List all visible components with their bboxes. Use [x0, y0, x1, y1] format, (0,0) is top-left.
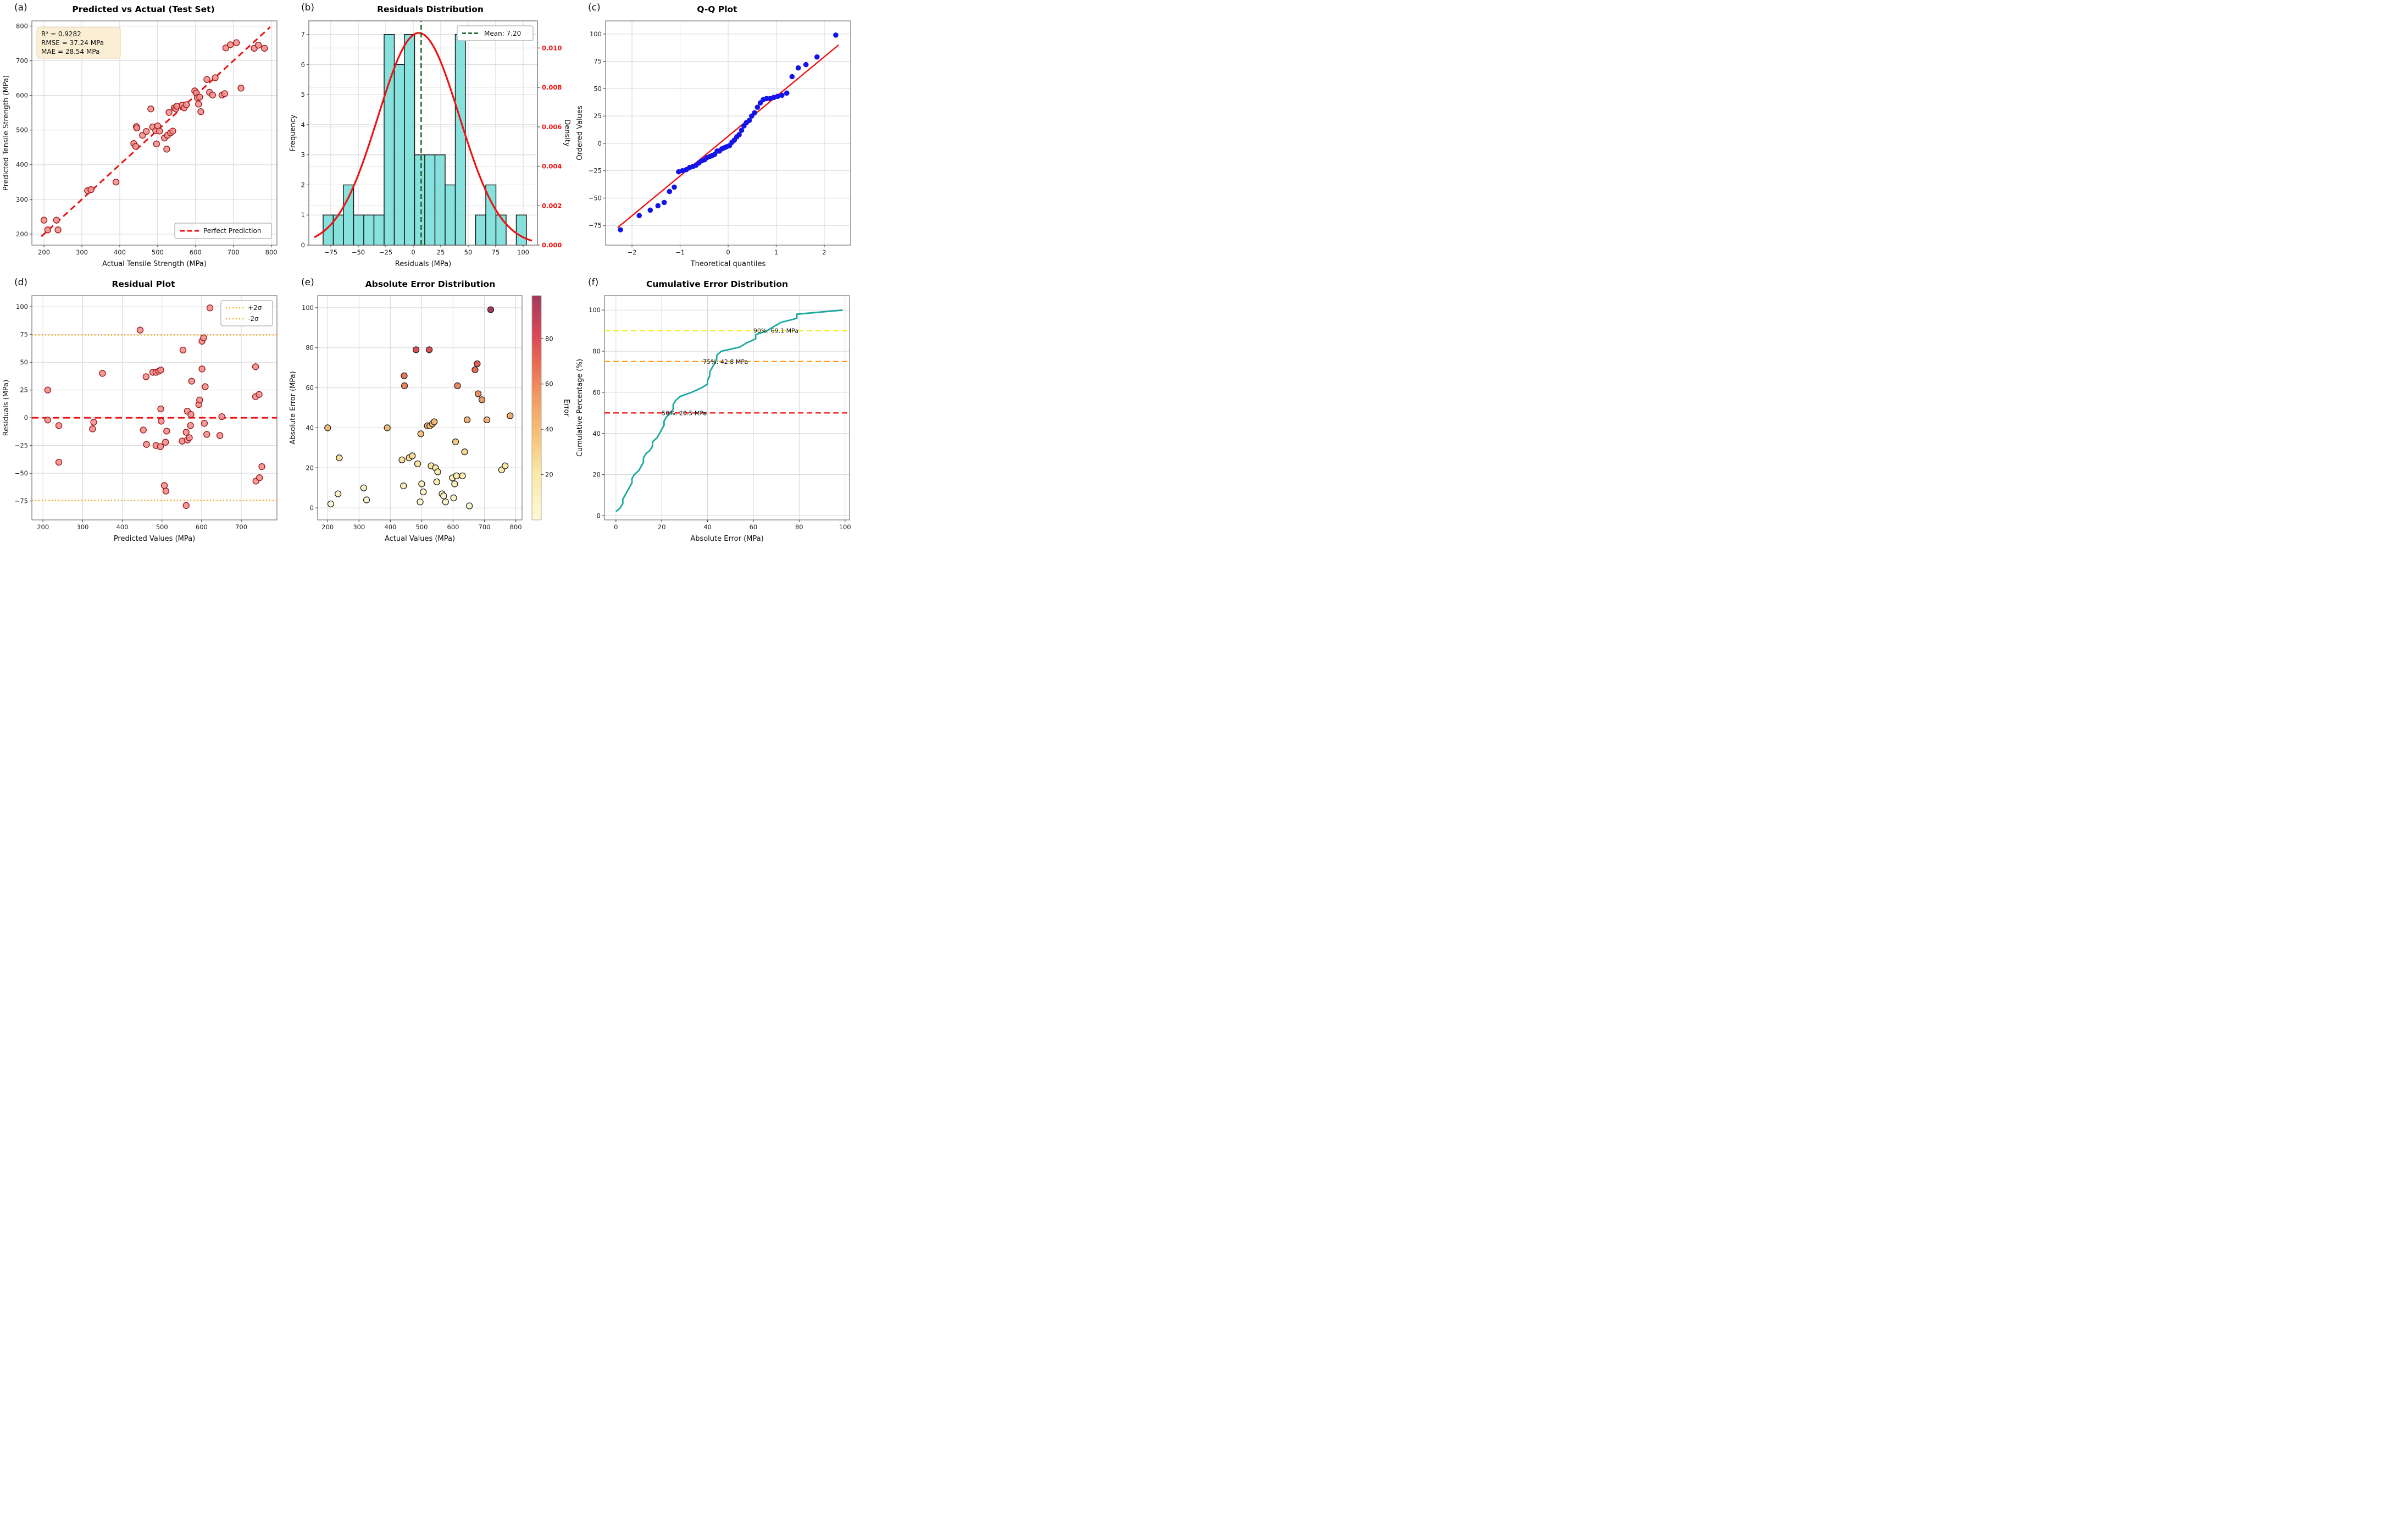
svg-text:0: 0 [726, 248, 730, 256]
svg-text:800: 800 [16, 22, 28, 30]
qq-plot-chart [574, 16, 859, 273]
svg-text:20: 20 [545, 470, 553, 479]
svg-text:−25: −25 [14, 441, 28, 450]
svg-text:90%: 69.1 MPa: 90%: 69.1 MPa [753, 327, 798, 335]
svg-text:−1: −1 [675, 248, 685, 256]
svg-text:Actual Values (MPa): Actual Values (MPa) [384, 535, 456, 543]
panel-c-header [574, 0, 861, 16]
svg-text:800: 800 [509, 523, 522, 531]
panel-d-header [0, 275, 287, 291]
svg-text:25: 25 [593, 112, 602, 120]
svg-text:800: 800 [265, 248, 278, 256]
svg-text:300: 300 [16, 195, 28, 203]
svg-text:Absolute Error (MPa): Absolute Error (MPa) [289, 371, 297, 445]
panel-a-letter: (a) [14, 2, 27, 13]
svg-text:0.000: 0.000 [542, 241, 562, 249]
svg-text:2: 2 [301, 181, 305, 189]
svg-text:0.010: 0.010 [542, 44, 562, 52]
svg-text:Frequency: Frequency [289, 114, 297, 152]
residuals-histogram-chart [287, 16, 573, 273]
svg-text:60: 60 [592, 388, 601, 396]
svg-text:−50: −50 [351, 248, 365, 256]
svg-text:500: 500 [16, 126, 28, 134]
panel-b-title: Residuals Distribution [377, 4, 484, 14]
svg-text:200: 200 [16, 230, 28, 238]
svg-text:100: 100 [590, 30, 602, 38]
svg-text:RMSE = 37.24 MPa: RMSE = 37.24 MPa [41, 39, 104, 47]
svg-text:100: 100 [16, 303, 28, 311]
svg-text:0.006: 0.006 [542, 123, 562, 131]
svg-text:2: 2 [822, 248, 826, 256]
svg-text:Cumulative Percentage (%): Cumulative Percentage (%) [576, 358, 584, 457]
panel-f-cumulative-error [574, 275, 861, 550]
panel-f-header [574, 275, 861, 291]
svg-text:50: 50 [20, 358, 28, 367]
svg-text:Mean: 7.20: Mean: 7.20 [484, 30, 521, 37]
svg-text:50: 50 [464, 248, 473, 256]
svg-text:700: 700 [16, 57, 28, 65]
svg-text:Perfect Prediction: Perfect Prediction [203, 227, 262, 235]
svg-text:5: 5 [301, 91, 305, 99]
absolute-error-chart [287, 291, 573, 547]
model-evaluation-figure [0, 0, 862, 550]
svg-text:200: 200 [37, 523, 49, 531]
svg-text:40: 40 [703, 523, 712, 531]
svg-text:300: 300 [353, 523, 365, 531]
svg-text:3: 3 [301, 151, 305, 159]
svg-text:100: 100 [839, 523, 851, 531]
svg-text:75: 75 [491, 248, 500, 256]
svg-text:−2: −2 [627, 248, 637, 256]
svg-text:700: 700 [227, 248, 240, 256]
residual-plot-chart [0, 291, 286, 547]
svg-text:−50: −50 [14, 469, 28, 478]
svg-text:40: 40 [545, 425, 553, 434]
panel-f-title: Cumulative Error Distribution [646, 279, 788, 289]
svg-text:Theoretical quantiles: Theoretical quantiles [690, 260, 766, 268]
svg-text:500: 500 [415, 523, 428, 531]
svg-text:0: 0 [24, 414, 28, 422]
svg-text:Residuals (MPa): Residuals (MPa) [2, 379, 10, 436]
svg-text:600: 600 [195, 523, 208, 531]
panel-c-title: Q-Q Plot [697, 4, 737, 14]
svg-text:−25: −25 [588, 167, 602, 175]
svg-text:50: 50 [593, 85, 602, 93]
panel-b-residuals-distribution [287, 0, 574, 275]
svg-text:80: 80 [545, 335, 553, 343]
svg-text:200: 200 [321, 523, 334, 531]
panel-e-letter: (e) [301, 277, 314, 288]
panel-a-header [0, 0, 287, 16]
svg-text:7: 7 [301, 30, 305, 38]
svg-text:600: 600 [447, 523, 459, 531]
svg-text:0.004: 0.004 [542, 162, 562, 170]
svg-text:0: 0 [411, 248, 415, 256]
svg-text:6: 6 [301, 60, 305, 69]
svg-text:500: 500 [151, 248, 164, 256]
svg-text:400: 400 [116, 523, 129, 531]
svg-text:200: 200 [38, 248, 51, 256]
svg-text:−75: −75 [324, 248, 338, 256]
svg-text:-2σ: -2σ [248, 315, 259, 323]
svg-text:60: 60 [545, 380, 553, 388]
svg-text:75%: 42.8 MPa: 75%: 42.8 MPa [703, 358, 748, 365]
cumulative-error-chart [574, 291, 859, 547]
svg-text:25: 25 [436, 248, 445, 256]
svg-text:400: 400 [384, 523, 397, 531]
svg-text:50%: 20.5 MPa: 50%: 20.5 MPa [662, 409, 707, 417]
svg-text:20: 20 [657, 523, 666, 531]
svg-text:0: 0 [597, 139, 602, 147]
svg-text:400: 400 [16, 160, 28, 169]
svg-text:60: 60 [749, 523, 758, 531]
svg-text:−50: −50 [588, 194, 602, 202]
panel-b-header [287, 0, 574, 16]
svg-text:40: 40 [592, 429, 601, 437]
svg-text:20: 20 [306, 464, 314, 472]
panel-d-letter: (d) [14, 277, 28, 288]
svg-text:500: 500 [156, 523, 168, 531]
panel-b-letter: (b) [301, 2, 315, 13]
svg-text:−25: −25 [379, 248, 393, 256]
svg-text:1: 1 [301, 211, 305, 219]
panel-e-header [287, 275, 574, 291]
panel-f-letter: (f) [588, 277, 599, 288]
svg-text:80: 80 [795, 523, 803, 531]
panel-a-title: Predicted vs Actual (Test Set) [72, 4, 215, 14]
svg-text:Density: Density [563, 119, 571, 147]
svg-text:Absolute Error (MPa): Absolute Error (MPa) [690, 535, 764, 543]
svg-text:600: 600 [189, 248, 202, 256]
svg-text:0: 0 [596, 512, 601, 520]
svg-text:4: 4 [301, 120, 305, 129]
svg-text:100: 100 [589, 306, 601, 314]
svg-text:0.008: 0.008 [542, 84, 562, 92]
svg-text:20: 20 [592, 470, 601, 479]
svg-text:Residuals (MPa): Residuals (MPa) [395, 260, 452, 268]
svg-text:75: 75 [20, 330, 28, 339]
panel-c-qq-plot [574, 0, 861, 275]
svg-text:Ordered Values: Ordered Values [576, 106, 584, 160]
svg-text:60: 60 [306, 384, 314, 392]
svg-text:80: 80 [306, 343, 314, 352]
svg-text:MAE = 28.54 MPa: MAE = 28.54 MPa [41, 48, 100, 56]
predicted-vs-actual-chart [0, 16, 286, 273]
svg-text:Actual Tensile Strength (MPa): Actual Tensile Strength (MPa) [102, 260, 207, 268]
svg-text:1: 1 [774, 248, 779, 256]
svg-text:+2σ: +2σ [248, 304, 262, 312]
panel-a-predicted-vs-actual [0, 0, 287, 275]
svg-text:40: 40 [306, 424, 314, 432]
panel-e-absolute-error [287, 275, 574, 550]
svg-text:700: 700 [478, 523, 491, 531]
svg-text:−75: −75 [14, 497, 28, 505]
svg-text:75: 75 [593, 57, 602, 65]
svg-text:Predicted Values (MPa): Predicted Values (MPa) [113, 535, 196, 543]
svg-text:0: 0 [614, 523, 618, 531]
svg-text:100: 100 [302, 303, 314, 312]
svg-text:Predicted Tensile Strength (MP: Predicted Tensile Strength (MPa) [2, 75, 10, 191]
panel-e-title: Absolute Error Distribution [365, 279, 496, 289]
svg-text:700: 700 [235, 523, 248, 531]
svg-text:Error: Error [562, 399, 570, 417]
svg-text:0.002: 0.002 [542, 202, 562, 210]
svg-text:300: 300 [76, 248, 88, 256]
svg-text:R² = 0.9282: R² = 0.9282 [41, 30, 81, 38]
svg-text:100: 100 [517, 248, 529, 256]
panel-c-letter: (c) [588, 2, 601, 13]
svg-text:80: 80 [592, 347, 601, 356]
svg-text:25: 25 [20, 386, 28, 394]
svg-text:0: 0 [309, 504, 314, 512]
svg-text:0: 0 [301, 241, 305, 249]
svg-text:400: 400 [113, 248, 126, 256]
svg-text:−75: −75 [588, 221, 602, 230]
svg-text:300: 300 [76, 523, 89, 531]
panel-d-residual-plot [0, 275, 287, 550]
svg-text:600: 600 [16, 91, 28, 99]
panel-d-title: Residual Plot [112, 279, 175, 289]
